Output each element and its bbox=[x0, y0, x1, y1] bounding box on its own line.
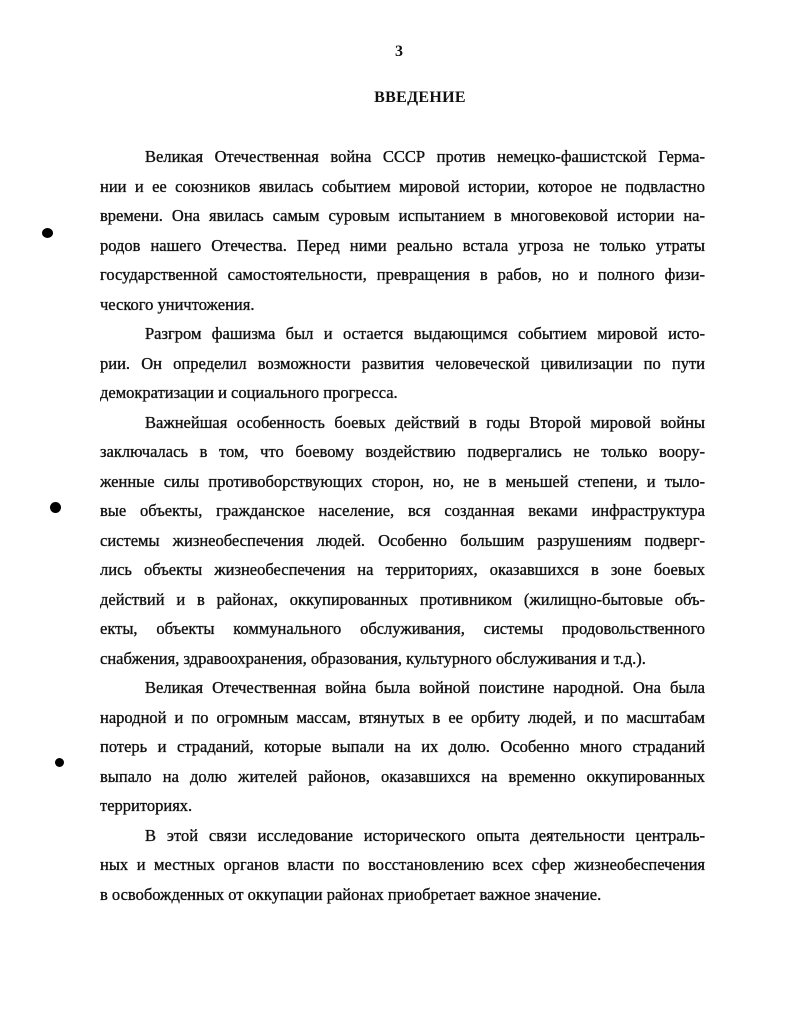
paragraph-2 bbox=[100, 319, 705, 408]
text-line: Разгром фашизма был и остается выдающимся событием мировой исто- bbox=[145, 324, 705, 343]
text-line: ческого уничтожения. bbox=[100, 294, 255, 314]
text-line: нии и ее союзников явилась событием мировой истории, которое не подвластно bbox=[100, 176, 705, 196]
scan-mark bbox=[55, 758, 64, 767]
text-line: Великая Отечественная война была войной поистине народной. Она была bbox=[145, 678, 705, 697]
text-line: вые объекты, гражданское население, вся созданная веками инфраструктура bbox=[100, 501, 705, 520]
text-line: действий и в районах, оккупированных противником (жилищно-бытовые объ- bbox=[100, 589, 705, 609]
text-line: государственной самостоятельности, превращения в рабов, но и полного физи- bbox=[100, 265, 705, 284]
text-line: системы жизнеобеспечения людей. Особенно большим разрушениям подверг- bbox=[100, 530, 705, 550]
paragraph-5 bbox=[100, 821, 705, 910]
scan-mark bbox=[42, 228, 53, 238]
section-heading: ВВЕДЕНИЕ bbox=[374, 89, 466, 106]
page-number: 3 bbox=[395, 43, 403, 60]
text-line: Важнейшая особенность боевых действий в годы Второй мировой войны bbox=[145, 412, 705, 432]
text-line: ных и местных органов власти по восстановлению всех сфер жизнеобеспечения bbox=[100, 855, 705, 874]
text-line: родов нашего Отечества. Перед ними реально встала угроза не только утраты bbox=[100, 235, 705, 255]
text-line: Великая Отечественная война СССР против немецко-фашистской Герма- bbox=[145, 147, 705, 166]
text-line: В этой связи исследование исторического опыта деятельности централь- bbox=[145, 825, 705, 845]
text-line: рии. Он определил возможности развития человеческой цивилизации по пути bbox=[100, 353, 705, 373]
scan-mark bbox=[50, 502, 61, 513]
paragraph-4 bbox=[100, 673, 705, 821]
text-line: екты, объекты коммунального обслуживания, системы продовольственного bbox=[100, 619, 705, 638]
text-line: женные силы противоборствующих сторон, но, не в меньшей степени, и тыло- bbox=[100, 471, 705, 491]
body-text bbox=[100, 142, 705, 909]
paragraph-1 bbox=[100, 142, 705, 319]
text-line: народной и по огромным массам, втянутых в ее орбиту людей, и по масштабам bbox=[100, 707, 705, 727]
text-line: лись объекты жизнеобеспечения на территориях, оказавшихся в зоне боевых bbox=[100, 560, 705, 579]
text-line: демократизации и социального прогресса. bbox=[100, 383, 398, 402]
paragraph-3 bbox=[100, 408, 705, 674]
text-line: снабжения, здравоохранения, образования, культурного обслуживания и т.д.). bbox=[100, 648, 646, 668]
text-line: выпало на долю жителей районов, оказавшихся на временно оккупированных bbox=[100, 766, 705, 786]
text-line: заключалась в том, что боевому воздействию подвергались не только воору- bbox=[100, 442, 705, 461]
text-line: в освобожденных от оккупации районах приобретает важное значение. bbox=[100, 884, 602, 904]
text-line: территориях. bbox=[100, 796, 193, 815]
text-line: времени. Она явилась самым суровым испытанием в многовековой истории на- bbox=[100, 206, 705, 225]
text-line: потерь и страданий, которые выпали на их долю. Особенно много страданий bbox=[100, 737, 705, 756]
